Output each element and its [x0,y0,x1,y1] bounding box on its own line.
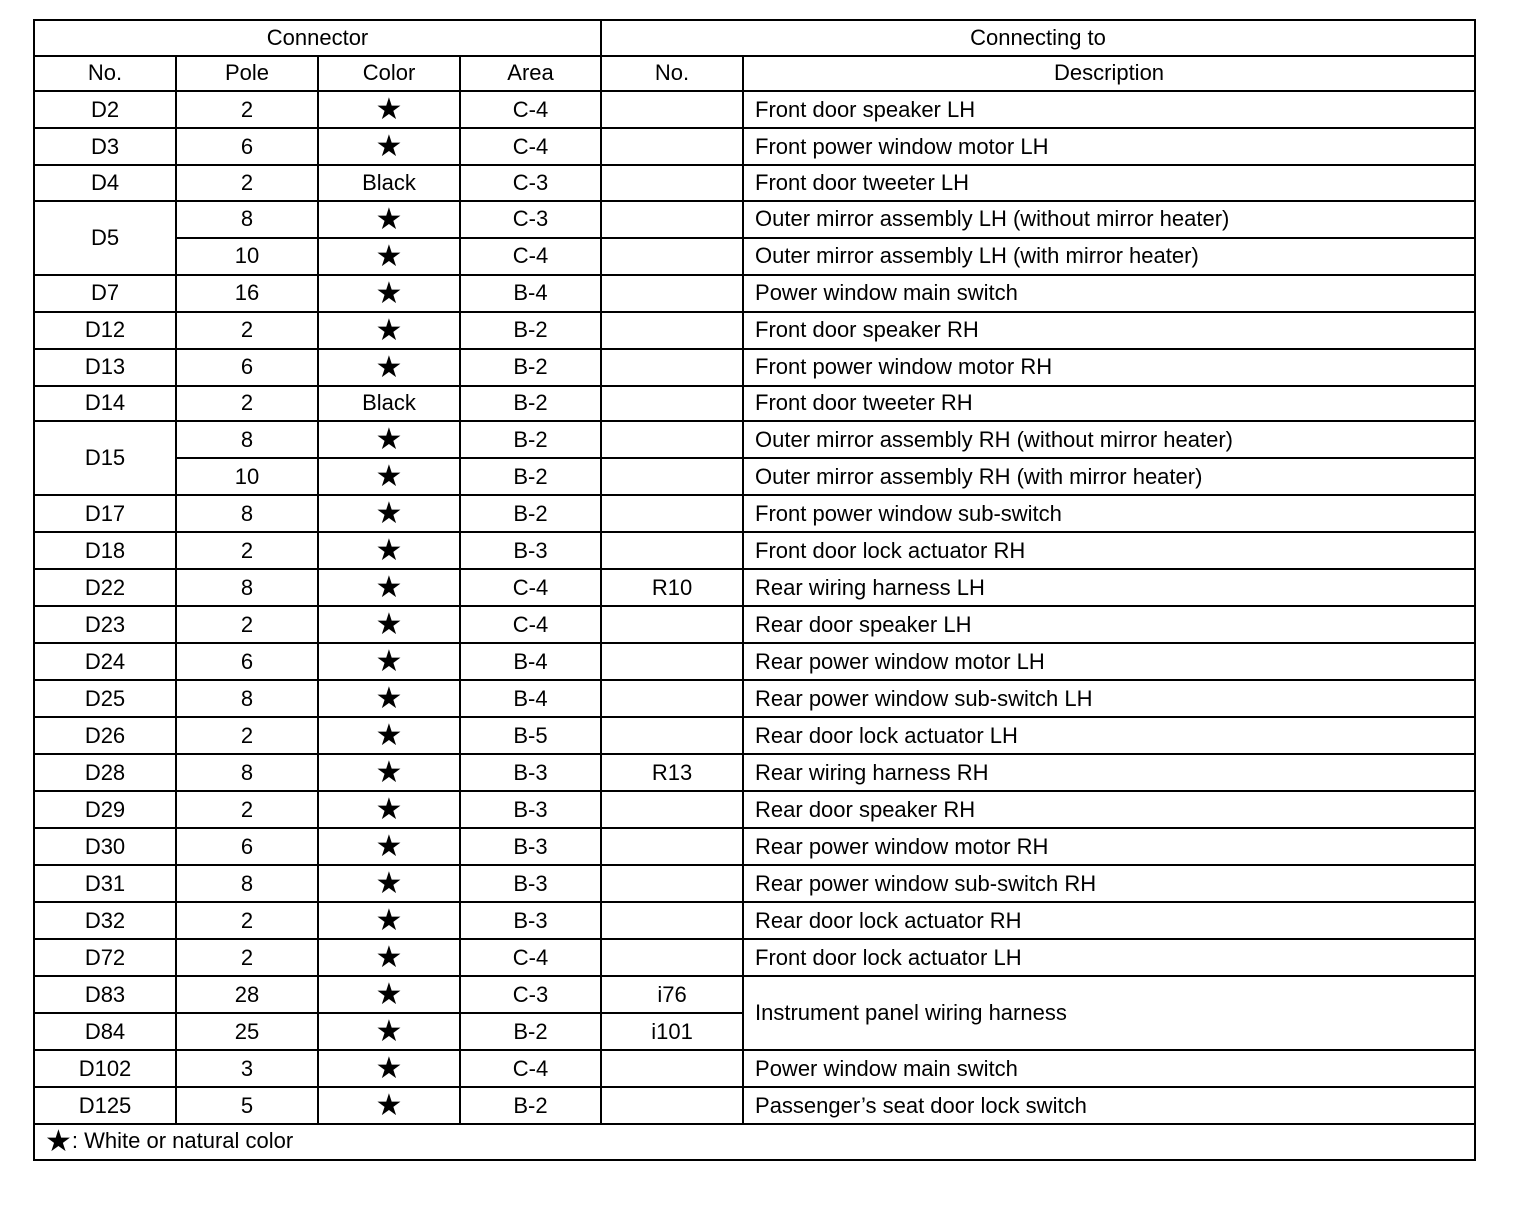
description-cell: Front door tweeter RH [743,386,1475,422]
connector-no-cell: D14 [34,386,176,422]
area-cell: C-4 [460,91,601,128]
area-cell: B-4 [460,680,601,717]
area-cell: B-3 [460,754,601,791]
connector-no-cell: D12 [34,312,176,349]
area-cell: B-2 [460,349,601,386]
pole-cell: 8 [176,865,318,902]
pole-cell: 3 [176,1050,318,1087]
connecting-no-cell [601,421,743,458]
connector-no-cell: D83 [34,976,176,1013]
connector-no-cell: D22 [34,569,176,606]
color-star-cell: ★ [318,1087,460,1124]
area-cell: B-2 [460,421,601,458]
color-star-cell: ★ [318,976,460,1013]
description-cell: Outer mirror assembly LH (with mirror heater) [743,238,1475,275]
connecting-no-cell [601,902,743,939]
connector-no-cell: D125 [34,1087,176,1124]
connector-no-cell: D29 [34,791,176,828]
pole-cell: 8 [176,569,318,606]
pole-cell: 2 [176,165,318,201]
connector-no-cell: D30 [34,828,176,865]
pole-cell: 8 [176,495,318,532]
area-cell: B-2 [460,1013,601,1050]
connector-no-cell: D13 [34,349,176,386]
table-row [34,421,1475,458]
description-cell: Rear power window sub-switch LH [743,680,1475,717]
color-star-cell: ★ [318,201,460,238]
table-row [34,939,1475,976]
description-cell: Passenger’s seat door lock switch [743,1087,1475,1124]
area-cell: B-3 [460,791,601,828]
description-cell: Front power window motor LH [743,128,1475,165]
table-row [34,643,1475,680]
description-cell: Outer mirror assembly RH (without mirror heater) [743,421,1475,458]
pole-cell: 6 [176,128,318,165]
legend-text: : White or natural color [71,1127,294,1153]
connecting-no-cell [601,165,743,201]
color-star-cell: ★ [318,606,460,643]
table-row [34,865,1475,902]
header-row-groups [34,20,1475,56]
table-row [34,828,1475,865]
pole-cell: 8 [176,421,318,458]
table-row [34,238,1475,275]
connector-no-cell: D72 [34,939,176,976]
area-cell: B-2 [460,458,601,495]
connecting-no-cell [601,1050,743,1087]
color-star-cell: ★ [318,275,460,312]
col-header-area: Area [460,56,601,92]
connector-no-cell: D26 [34,717,176,754]
connecting-no-cell [601,238,743,275]
area-cell: B-3 [460,902,601,939]
area-cell: B-3 [460,828,601,865]
pole-cell: 8 [176,201,318,238]
color-star-cell: ★ [318,458,460,495]
connecting-no-cell [601,91,743,128]
area-cell: B-2 [460,386,601,422]
color-star-cell: ★ [318,680,460,717]
connecting-no-cell [601,201,743,238]
connecting-no-cell [601,532,743,569]
connecting-no-cell [601,349,743,386]
color-star-cell: ★ [318,643,460,680]
connector-no-cell: D3 [34,128,176,165]
color-star-cell: ★ [318,1013,460,1050]
table-row [34,791,1475,828]
pole-cell: 2 [176,717,318,754]
pole-cell: 2 [176,902,318,939]
color-star-cell: ★ [318,569,460,606]
connecting-no-cell [601,643,743,680]
description-cell: Rear door lock actuator LH [743,717,1475,754]
color-star-cell: ★ [318,754,460,791]
pole-cell: 6 [176,828,318,865]
color-star-cell: ★ [318,312,460,349]
description-cell: Front door speaker LH [743,91,1475,128]
col-header-no: No. [34,56,176,92]
description-cell: Rear power window sub-switch RH [743,865,1475,902]
color-cell: Black [318,165,460,201]
description-cell: Rear power window motor LH [743,643,1475,680]
pole-cell: 2 [176,91,318,128]
connector-no-cell: D2 [34,91,176,128]
pole-cell: 2 [176,791,318,828]
description-cell: Rear wiring harness RH [743,754,1475,791]
connector-no-cell: D32 [34,902,176,939]
pole-cell: 16 [176,275,318,312]
connecting-no-cell [601,128,743,165]
area-cell: B-3 [460,532,601,569]
col-header-pole: Pole [176,56,318,92]
table-row [34,902,1475,939]
area-cell: C-4 [460,939,601,976]
table-row [34,386,1475,422]
area-cell: B-4 [460,643,601,680]
description-cell: Rear power window motor RH [743,828,1475,865]
connecting-no-cell [601,458,743,495]
connecting-no-cell [601,275,743,312]
table-row [34,458,1475,495]
color-star-cell: ★ [318,128,460,165]
legend-row [34,1124,1475,1160]
area-cell: C-3 [460,201,601,238]
table-row [34,1050,1475,1087]
pole-cell: 8 [176,754,318,791]
connector-table [33,19,1476,1161]
description-cell: Front door lock actuator LH [743,939,1475,976]
area-cell: C-4 [460,569,601,606]
connecting-no-cell [601,495,743,532]
area-cell: B-2 [460,1087,601,1124]
connector-no-cell: D102 [34,1050,176,1087]
table-row [34,275,1475,312]
table-row [34,680,1475,717]
description-cell: Front power window motor RH [743,349,1475,386]
description-cell: Power window main switch [743,275,1475,312]
color-star-cell: ★ [318,238,460,275]
pole-cell: 2 [176,386,318,422]
connector-no-cell: D24 [34,643,176,680]
color-star-cell: ★ [318,91,460,128]
connecting-no-cell [601,791,743,828]
col-header-description: Description [743,56,1475,92]
connecting-no-cell: R13 [601,754,743,791]
connecting-no-cell [601,312,743,349]
description-cell: Rear door lock actuator RH [743,902,1475,939]
connecting-no-cell: R10 [601,569,743,606]
connecting-no-cell [601,865,743,902]
description-cell: Rear door speaker RH [743,791,1475,828]
pole-cell: 25 [176,1013,318,1050]
connector-no-cell: D4 [34,165,176,201]
description-cell: Front door speaker RH [743,312,1475,349]
table-row [34,201,1475,238]
table-row [34,349,1475,386]
pole-cell: 8 [176,680,318,717]
connecting-no-cell [601,828,743,865]
area-cell: C-3 [460,976,601,1013]
description-cell: Front door lock actuator RH [743,532,1475,569]
connector-no-cell: D5 [34,201,176,275]
pole-cell: 2 [176,939,318,976]
table-row [34,495,1475,532]
color-star-cell: ★ [318,717,460,754]
table-row [34,754,1475,791]
pole-cell: 2 [176,532,318,569]
pole-cell: 10 [176,458,318,495]
color-star-cell: ★ [318,828,460,865]
pole-cell: 10 [176,238,318,275]
area-cell: B-4 [460,275,601,312]
description-cell: Outer mirror assembly RH (with mirror heater) [743,458,1475,495]
table-row [34,1087,1475,1124]
area-cell: C-3 [460,165,601,201]
color-star-cell: ★ [318,902,460,939]
col-header-color: Color [318,56,460,92]
color-star-cell: ★ [318,495,460,532]
pole-cell: 28 [176,976,318,1013]
table-row [34,717,1475,754]
connecting-no-cell [601,680,743,717]
area-cell: B-5 [460,717,601,754]
table-row [34,128,1475,165]
header-row-columns [34,56,1475,92]
connector-no-cell: D23 [34,606,176,643]
color-star-cell: ★ [318,939,460,976]
color-star-cell: ★ [318,791,460,828]
connector-no-cell: D25 [34,680,176,717]
color-cell: Black [318,386,460,422]
pole-cell: 6 [176,643,318,680]
pole-cell: 5 [176,1087,318,1124]
connector-no-cell: D28 [34,754,176,791]
area-cell: B-3 [460,865,601,902]
color-star-cell: ★ [318,421,460,458]
description-cell: Outer mirror assembly LH (without mirror heater) [743,201,1475,238]
header-connecting-to: Connecting to [601,20,1475,56]
description-cell: Rear wiring harness LH [743,569,1475,606]
table-row [34,569,1475,606]
area-cell: B-2 [460,495,601,532]
description-cell: Instrument panel wiring harness [743,976,1475,1050]
star-icon: ★ [45,1124,72,1158]
color-star-cell: ★ [318,1050,460,1087]
description-cell: Power window main switch [743,1050,1475,1087]
table-row [34,165,1475,201]
table-row [34,606,1475,643]
table-row [34,976,1475,1013]
pole-cell: 2 [176,312,318,349]
table-row [34,91,1475,128]
connector-no-cell: D7 [34,275,176,312]
connector-no-cell: D17 [34,495,176,532]
color-star-cell: ★ [318,532,460,569]
area-cell: C-4 [460,238,601,275]
connector-no-cell: D18 [34,532,176,569]
area-cell: B-2 [460,312,601,349]
connecting-no-cell [601,386,743,422]
area-cell: C-4 [460,606,601,643]
pole-cell: 2 [176,606,318,643]
header-connector: Connector [34,20,601,56]
legend-cell [34,1124,1475,1160]
description-cell: Front door tweeter LH [743,165,1475,201]
connecting-no-cell: i101 [601,1013,743,1050]
area-cell: C-4 [460,1050,601,1087]
connector-no-cell: D15 [34,421,176,495]
pole-cell: 6 [176,349,318,386]
connector-no-cell: D84 [34,1013,176,1050]
description-cell: Front power window sub-switch [743,495,1475,532]
description-cell: Rear door speaker LH [743,606,1475,643]
connecting-no-cell: i76 [601,976,743,1013]
connecting-no-cell [601,939,743,976]
col-header-conn-no: No. [601,56,743,92]
table-body [34,91,1475,1124]
connector-no-cell: D31 [34,865,176,902]
table-row [34,312,1475,349]
table-row [34,532,1475,569]
area-cell: C-4 [460,128,601,165]
color-star-cell: ★ [318,349,460,386]
connecting-no-cell [601,1087,743,1124]
connecting-no-cell [601,717,743,754]
color-star-cell: ★ [318,865,460,902]
connecting-no-cell [601,606,743,643]
